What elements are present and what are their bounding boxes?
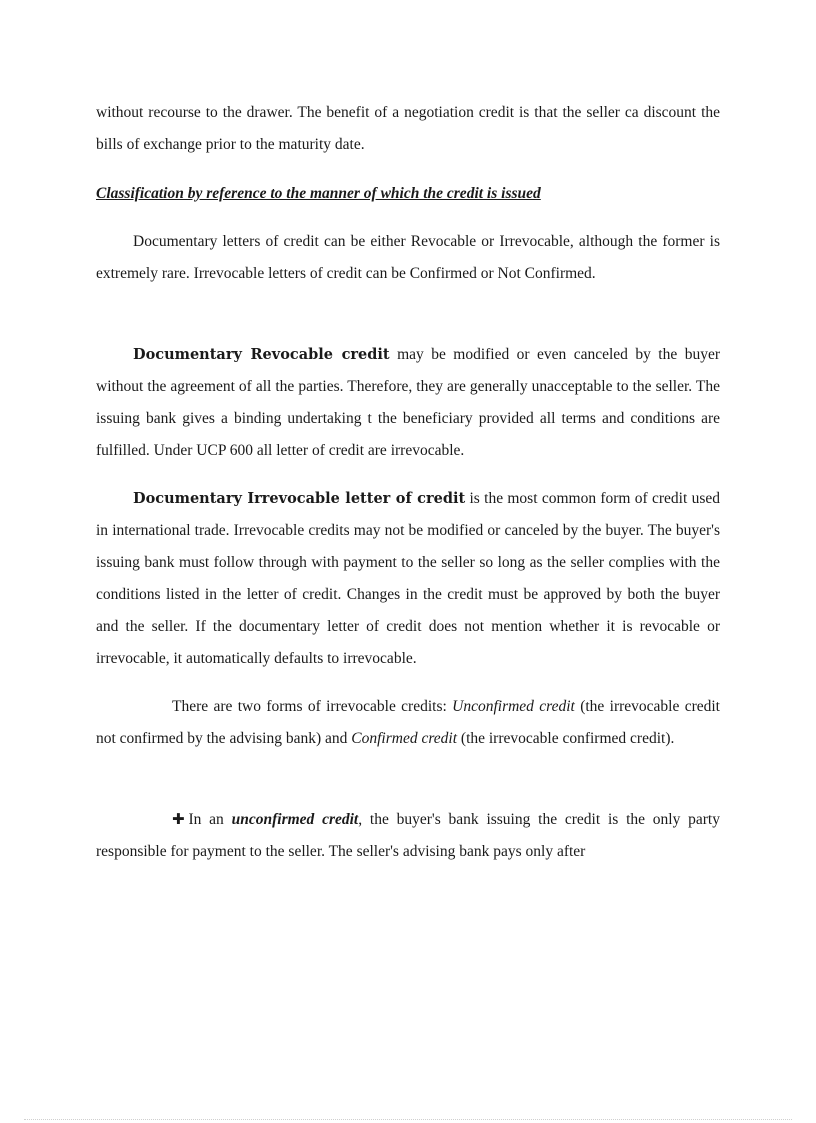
paragraph-body: is the most common form of credit used in international trade. Irrevocable credits may not be modified or canceled by the buyer. The buyer's issuing bank must follow through with payment to the seller so long as the seller complies with the conditions listed in the letter of credit. Changes in the credit must be approved by both the buyer and the seller. If the documentary letter of credit does not mention whether it is revocable or irrevocable, it automatically defaults to irrevocable. — [96, 490, 720, 667]
paragraph-text — [96, 483, 720, 675]
paragraph-end: (the irrevocable confirmed credit). — [457, 730, 675, 747]
paragraph-text: Documentary letters of credit can be either Revocable or Irrevocable, although the former is extremely rare. Irrevocable letters of credit can be Confirmed or Not Confirmed. — [96, 233, 720, 282]
paragraph-middle: (the irrevocable credit not confirmed by the advising bank) and — [96, 698, 720, 747]
paragraph-text — [96, 339, 720, 467]
term-unconfirmed-credit: Unconfirmed credit — [452, 698, 575, 715]
term-revocable-credit: Documentary Revocable credit — [133, 346, 390, 363]
paragraph-text — [96, 691, 720, 755]
paragraph-unconfirmed-credit — [96, 803, 720, 868]
term-irrevocable-credit: Documentary Irrevocable letter of credit — [133, 490, 466, 507]
paragraph-lead: In an — [188, 811, 232, 828]
paragraph-body: , the buyer's bank issuing the credit is the only party responsible for payment to the seller. The seller's advising bank pays only after — [96, 811, 720, 860]
paragraph-body: may be modified or even canceled by the buyer without the agreement of all the parties. Therefore, they are generally unacceptable to the seller. The issuing bank gives a binding undertaking t the beneficiary provided all terms and conditions are fulfilled. Under UCP 600 all letter of credit are irrevocable. — [96, 346, 720, 459]
paragraph-negotiation-continued — [96, 97, 720, 161]
paragraph-intro: There are two forms of irrevocable credits: — [172, 698, 453, 715]
page-bottom-divider — [24, 1119, 792, 1120]
paragraph-irrevocable-credit — [96, 483, 720, 675]
section-heading: Classification by reference to the manner of which the credit is issued — [96, 185, 541, 202]
paragraph-two-forms — [96, 691, 720, 755]
paragraph-revocable-credit — [96, 339, 720, 467]
bullet-plus-icon: ✚ — [172, 810, 189, 828]
paragraph-text — [96, 803, 720, 868]
paragraph-text: without recourse to the drawer. The benefit of a negotiation credit is that the seller ca discount the bills of exchange prior to the maturity date. — [96, 104, 720, 153]
term-confirmed-credit: Confirmed credit — [351, 730, 458, 747]
term-unconfirmed-credit-bold: unconfirmed credit — [231, 811, 359, 828]
paragraph-revocable-irrevocable-intro — [96, 226, 720, 290]
